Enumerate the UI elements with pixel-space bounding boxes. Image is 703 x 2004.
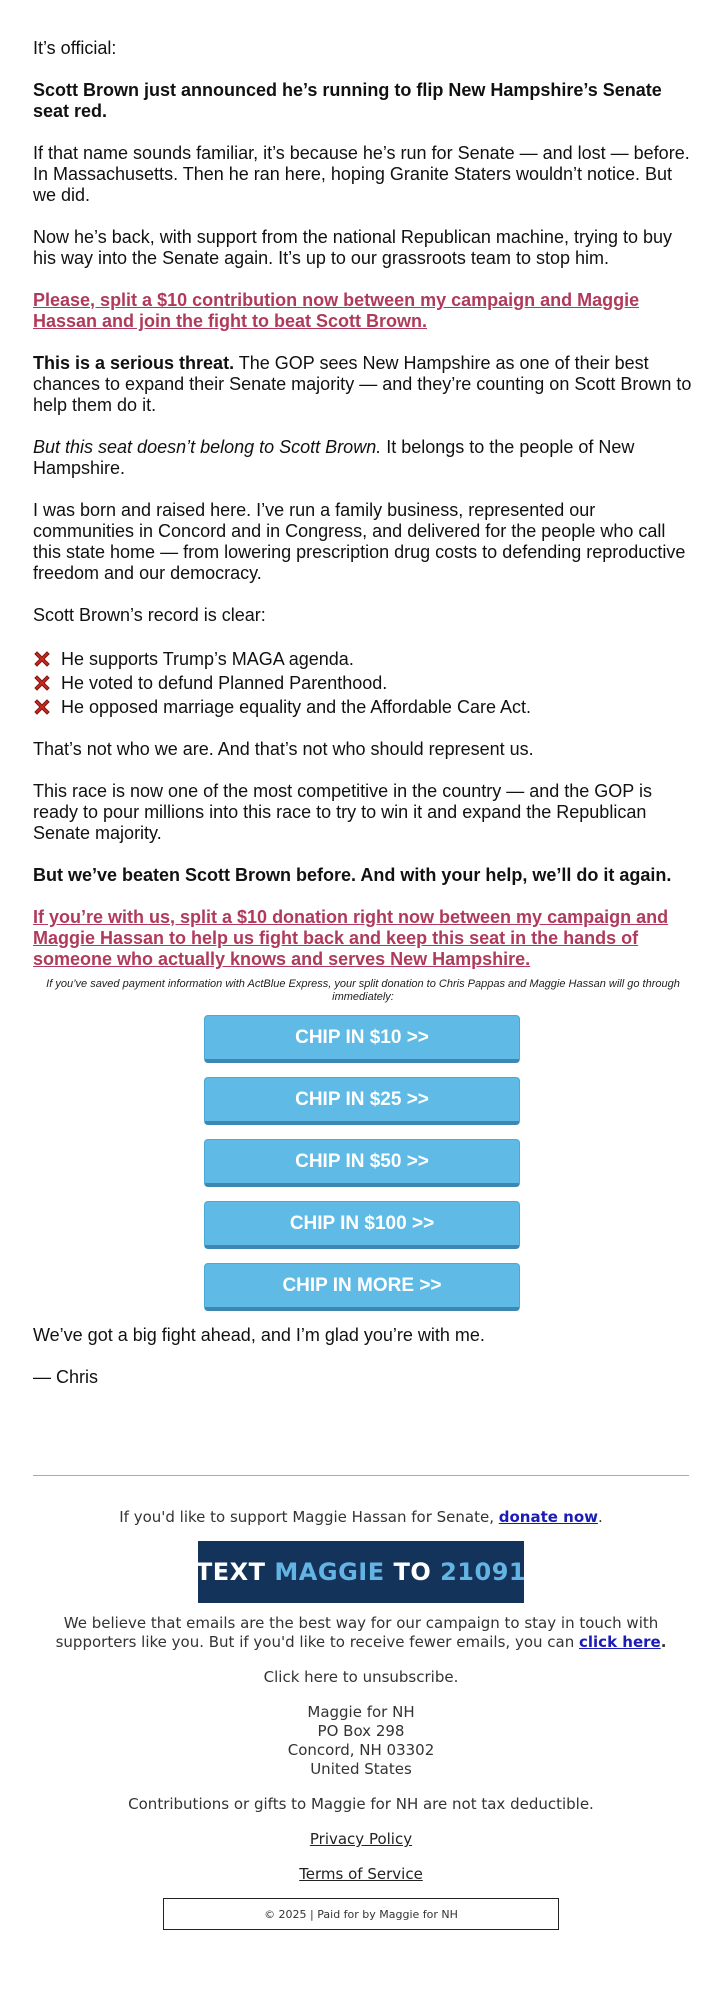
address-line: Concord, NH 03302 bbox=[287, 1741, 435, 1759]
privacy-policy-link[interactable]: Privacy Policy bbox=[309, 1830, 413, 1848]
unsubscribe-link[interactable]: Click here to unsubscribe. bbox=[263, 1668, 459, 1686]
paragraph-born-raised: I was born and raised here. I’ve run a family business, represented our communities in Concord and in Congress, and delivered for the people who call this state home — from lowering prescription drug costs to defending reproductive freedom and our democracy. bbox=[33, 500, 686, 583]
signature: — Chris bbox=[33, 1367, 99, 1387]
chip-in-buttons bbox=[31, 1015, 693, 1325]
list-item bbox=[33, 671, 693, 695]
chip-in-100-button[interactable]: CHIP IN $100 >> bbox=[204, 1201, 520, 1249]
address-line: PO Box 298 bbox=[317, 1722, 405, 1740]
footer bbox=[33, 1508, 689, 1930]
banner-number: 21091 bbox=[440, 1557, 527, 1586]
copyright-box: © 2025 | Paid for by Maggie for NH bbox=[163, 1898, 559, 1930]
seat-rest: It belongs to the people of New Hampshire. bbox=[33, 437, 635, 478]
chip-in-50-button[interactable]: CHIP IN $50 >> bbox=[204, 1139, 520, 1187]
terms-of-service-link[interactable]: Terms of Service bbox=[299, 1865, 423, 1883]
text-maggie-banner[interactable] bbox=[195, 1541, 527, 1603]
record-intro: Scott Brown’s record is clear: bbox=[33, 605, 266, 625]
paragraph-not-who-we-are: That’s not who we are. And that’s not who should represent us. bbox=[33, 739, 534, 759]
donate-link-split-10[interactable]: Please, split a $10 contribution now between my campaign and Maggie Hassan and join the fight to beat Scott Brown. bbox=[33, 290, 640, 331]
banner-name-word: MAGGIE bbox=[274, 1557, 385, 1586]
support-text: If you'd like to support Maggie Hassan for Senate, bbox=[119, 1508, 499, 1526]
seat-italic: But this seat doesn’t belong to Scott Brown. bbox=[33, 437, 382, 457]
paragraph-competitive-race: This race is now one of the most competitive in the country — and the GOP is ready to pour millions into this race to try to win it and expand the Republican Senate majority. bbox=[33, 781, 652, 843]
footer-divider bbox=[33, 1475, 689, 1476]
record-item-text: He opposed marriage equality and the Affordable Care Act. bbox=[61, 696, 531, 717]
mailing-address bbox=[33, 1703, 689, 1779]
actblue-express-note: If you’ve saved payment information with ActBlue Express, your split donation to Chris Pappas and Maggie Hassan will go through immediately: bbox=[46, 978, 680, 1003]
support-line bbox=[33, 1508, 689, 1527]
address-line: United States bbox=[310, 1760, 412, 1778]
record-item-text: He voted to defund Planned Parenthood. bbox=[61, 672, 388, 693]
red-x-icon bbox=[33, 674, 51, 692]
list-item bbox=[33, 647, 693, 671]
list-item bbox=[33, 695, 693, 719]
fewer-emails-text: We believe that emails are the best way for our campaign to stay in touch with supporters like you. But if you'd like to receive fewer emails, you can bbox=[55, 1614, 659, 1651]
chip-in-25-button[interactable]: CHIP IN $25 >> bbox=[204, 1077, 520, 1125]
fewer-emails-suffix: . bbox=[660, 1633, 667, 1651]
threat-bold: This is a serious threat. bbox=[33, 353, 235, 373]
banner-text-word: TEXT bbox=[195, 1557, 266, 1586]
paragraph-familiar-name: If that name sounds familiar, it’s because he’s run for Senate — and lost — before. In Massachusetts. Then he ran here, hoping Granite Staters wouldn’t notice. But we did. bbox=[33, 143, 690, 205]
record-item-text: He supports Trump’s MAGA agenda. bbox=[61, 648, 354, 669]
chip-in-10-button[interactable]: CHIP IN $10 >> bbox=[204, 1015, 520, 1063]
closing-line: We’ve got a big fight ahead, and I’m glad you’re with me. bbox=[33, 1325, 485, 1345]
red-x-icon bbox=[33, 650, 51, 668]
paragraph-serious-threat bbox=[33, 353, 693, 416]
opening-line: It’s official: bbox=[33, 38, 117, 58]
banner-to-word: TO bbox=[393, 1557, 432, 1586]
donate-now-link[interactable]: donate now bbox=[498, 1508, 598, 1526]
red-x-icon bbox=[33, 698, 51, 716]
record-list bbox=[33, 647, 693, 719]
donate-link-with-us[interactable]: If you’re with us, split a $10 donation right now between my campaign and Maggie Hassan to help us fight back and keep this seat in the hands of someone who actually knows and serves New Hampshire. bbox=[33, 907, 669, 969]
threat-rest: The GOP sees New Hampshire as one of their best chances to expand their Senate majority — and they’re counting on Scott Brown to help them do it. bbox=[33, 353, 692, 415]
fewer-emails-link[interactable]: click here bbox=[579, 1633, 661, 1651]
tax-note: Contributions or gifts to Maggie for NH are not tax deductible. bbox=[128, 1795, 594, 1813]
headline: Scott Brown just announced he’s running to flip New Hampshire’s Senate seat red. bbox=[33, 80, 662, 121]
chip-in-more-button[interactable]: CHIP IN MORE >> bbox=[204, 1263, 520, 1311]
paragraph-beaten-before: But we’ve beaten Scott Brown before. And with your help, we’ll do it again. bbox=[33, 865, 672, 885]
address-line: Maggie for NH bbox=[307, 1703, 415, 1721]
fewer-emails-line bbox=[33, 1614, 689, 1652]
paragraph-seat bbox=[33, 437, 693, 479]
paragraph-back-again: Now he’s back, with support from the national Republican machine, trying to buy his way into the Senate again. It’s up to our grassroots team to stop him. bbox=[33, 227, 673, 268]
support-suffix: . bbox=[598, 1508, 603, 1526]
